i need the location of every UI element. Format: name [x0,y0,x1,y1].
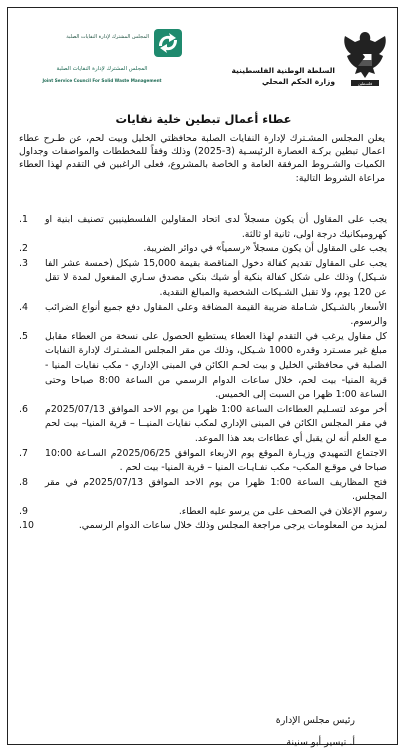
tender-title: عطاء أعمال تبطين خلية نفايات [115,112,292,126]
council-logo [18,28,183,90]
item-text: كل مقاول يرغب في التقدم لهذا العطاء يستطيع الحصول على نسخة من العطاء مقابل مبلغ غير مسـترد وقدره 1000 شـيكل، وذلك من مقر المجلس المشـترك لإدارة النفايات الصلبة في محافظتي الخليل و بيت لحـم الكائن في المبنى الإداري - مكب نفايات المنيا - قرية المنيا- بيت لحم، خلال ساعات الدوام الرسمي من الساعة 8:00 صباحا وحتى الساعة 1:00 ظهرا من السبت إلى الخميس. [45,330,387,401]
item-text: فتح المظاريف الساعة 1:00 ظهرا من يوم الاحد الموافق 2025/07/13م في مقر المجلس. [45,476,388,503]
palestinian-eagle-emblem-icon [339,28,391,90]
list-item [17,242,387,257]
conditions-list [17,213,387,534]
list-item [17,403,387,447]
item-text: الاجتماع التمهيدي وزيـارة الموقع يوم الاربعاء الموافق 2025/06/25م السـاعة 10:00 صباحا في موقـع المكب- مكب نفـايـات المنيا – قرية المنيا- بيت لحم . [45,447,387,474]
list-item [17,257,387,301]
item-number: 2. [19,243,28,255]
item-text: يجب على المقاول تقديم كفالة دخول المناقصة بقيمة 15,000 شيكل (خمسة عشر الفا شـيكل) وذلك على شكل كفالة بنكية أو شيك بنكي مصدق سـاري المفعول لمدة لا تقل عن 120 يوم، ولا تقبل الشـيكات الشخصية والمبالغ النقدية. [45,257,388,298]
council-logo-arabic: المجلس المشترك لإدارة النفايات الصلبة [56,66,148,72]
list-item [17,330,387,403]
header [8,8,399,108]
council-logo-english: Joint Service Council For Solid Waste Management [42,78,162,83]
signature-block [155,710,355,752]
item-number: 4. [19,301,28,313]
svg-text:فلسطين: فلسطين [357,81,373,86]
list-item [17,447,387,476]
recycle-loop-logo-icon [153,28,183,58]
announcement-frame [7,7,398,748]
list-item [17,519,387,534]
list-item [17,301,387,330]
item-number: 3. [19,257,28,269]
item-number: 7. [19,447,28,459]
item-text: رسوم الإعلان في الصحف على من يرسو عليه العطاء. [178,505,387,517]
authority-line-2: وزارة الحكم المحلي [261,77,335,86]
item-number: 10. [19,520,34,532]
item-text: يجب على المقاول أن يكون مسجلاً «رسمياً» في دوائر الضريبة. [143,243,387,255]
authority-name [205,65,335,87]
item-text: لمزيد من المعلومات يرجى مراجعة المجلس وذلك خلال ساعات الدوام الرسمي. [78,520,387,532]
item-number: 5. [19,330,28,342]
authority-line-1: السلطة الوطنية الفلسطينية [231,66,335,75]
council-logo-arabic-small: المجلس المشترك لإدارة النفايات الصلبة [66,34,149,40]
intro-paragraph: يعلن المجلس المشـترك لإدارة النفايات الصلبة محافظتي الخليل وبيت لحم، عن طـرح عطاء اعمال تبطين بركـة العصارة الرئيسـية (3-2025) وذلك وفقاً للمخططات والمواصفات وجداول الكميات والشـروط المرفقة العامة و الخاصة بالمشروع، فعلى الراغبين في التقدم لهذا العطاء مراعاة الشروط التالية: [19,133,385,184]
item-number: 8. [19,476,28,488]
signature-name: أ. تيسير أبو سنينة [286,737,355,748]
item-number: 1. [19,214,28,225]
item-text: أخر موعد لتسـليم العطاءات الساعة 1:00 ظهرا من يوم الاحد الموافق 2025/07/13م في مقر المجلس الكائن في المبنى الإداري لمكب نفايات المنيــا – قرية المنيا– بيت لحم مـع العلم أنه لن يقبل أي عطاءات بعد هذا الموعد. [45,403,387,444]
item-text: الأسعار بالشـيكل شـاملة ضريبة القيمة المضافة وعلى المقاول دفع جميع أنواع الضرائب والرسوم. [45,301,387,328]
list-item [17,476,387,505]
list-item [17,213,387,242]
item-text: يجب على المقاول أن يكون مسجلاً لدى اتحاد المقاولين الفلسطينيين تصنيف ابنية او كهروميكانيك درجة اولى، ثانية او ثالثة. [45,214,387,240]
item-number: 9. [19,505,28,517]
list-item [17,505,387,520]
item-number: 6. [19,403,28,415]
signature-role: رئيس مجلس الإدارة [275,715,355,726]
